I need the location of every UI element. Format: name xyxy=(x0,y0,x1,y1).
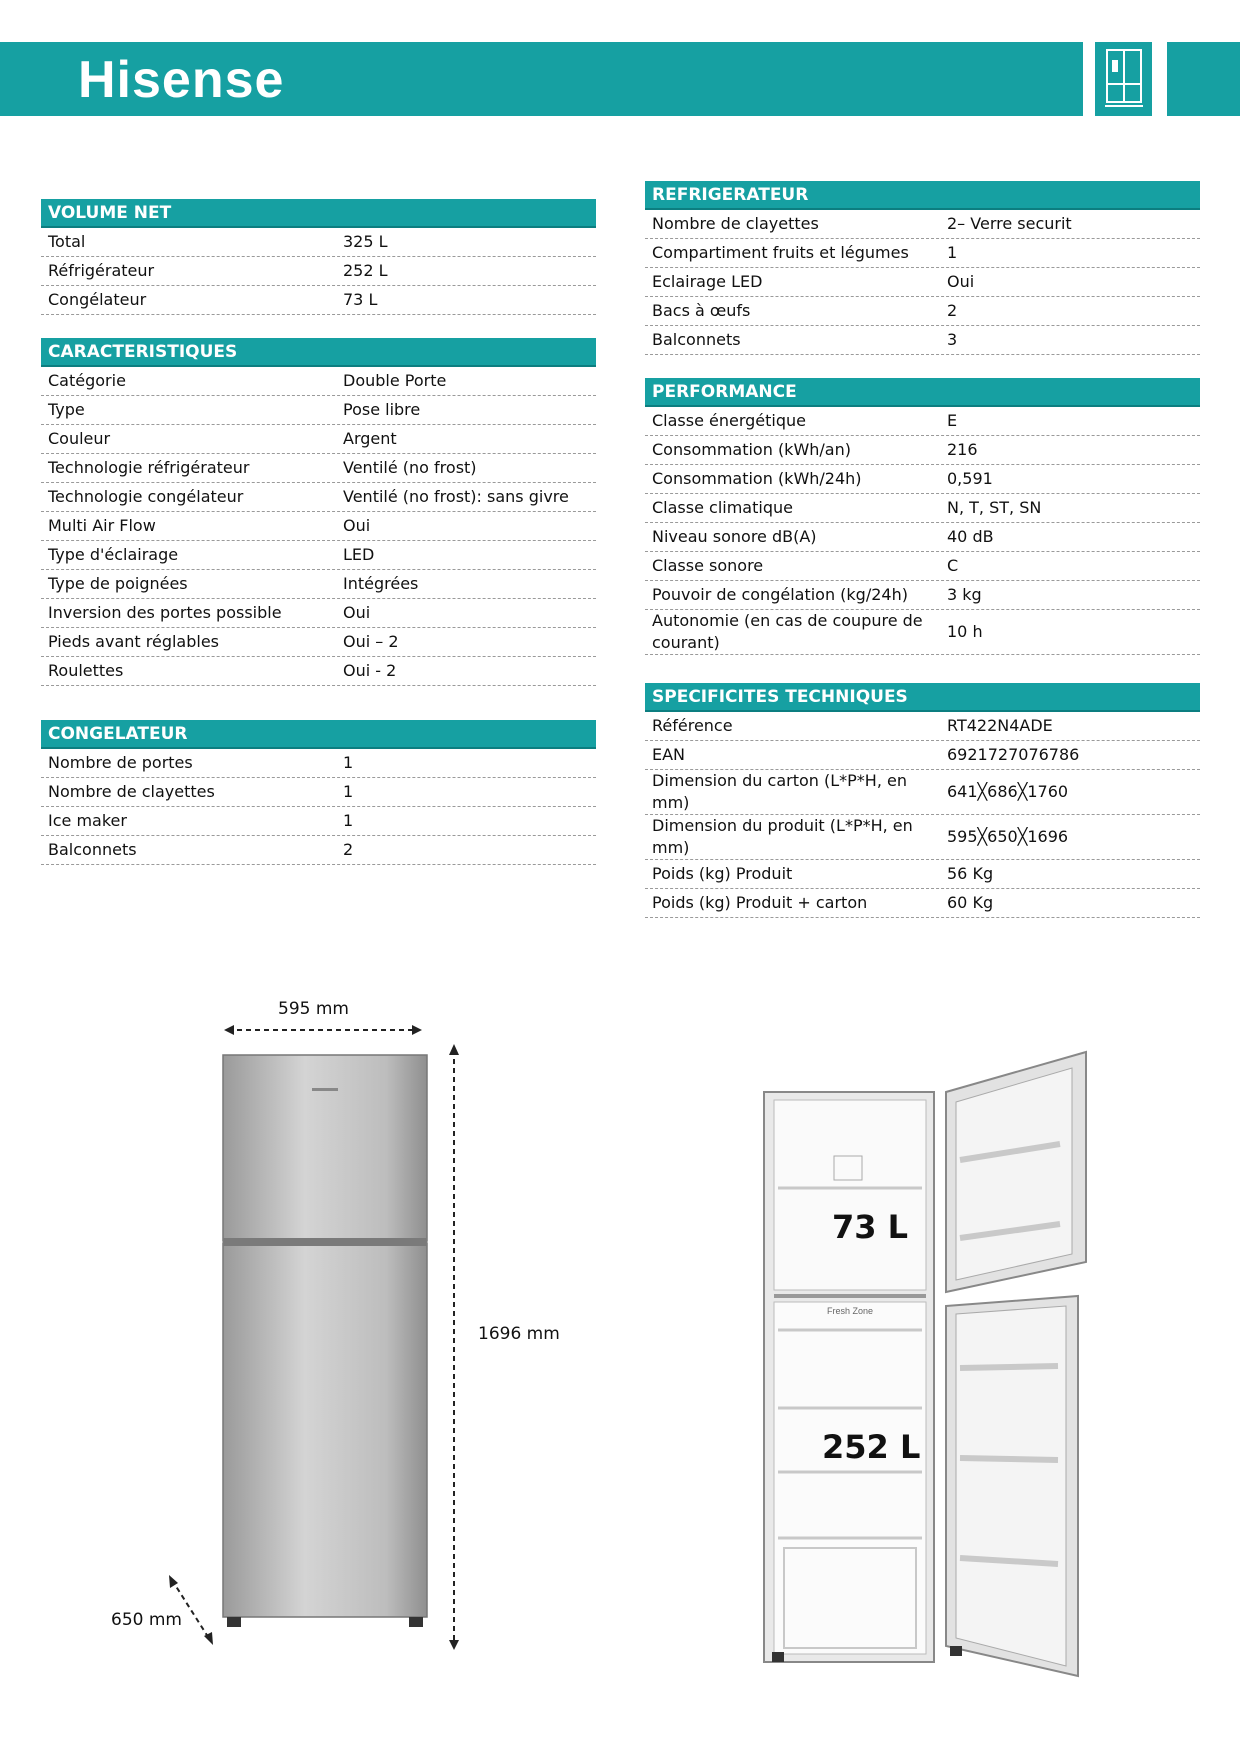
spec-value: Argent xyxy=(343,429,397,448)
spec-key: Nombre de clayettes xyxy=(48,782,215,801)
spec-key: Poids (kg) Produit + carton xyxy=(652,893,868,912)
section-refrigerateur xyxy=(645,181,1200,355)
spec-row xyxy=(645,581,1200,610)
header-tile xyxy=(1167,42,1240,116)
section-volume-net xyxy=(41,199,596,315)
spec-row xyxy=(41,286,596,315)
spec-key: Congélateur xyxy=(48,290,147,309)
spec-row xyxy=(645,210,1200,239)
spec-value: 252 L xyxy=(343,261,388,280)
spec-value: 0,591 xyxy=(947,469,993,488)
spec-value: 10 h xyxy=(947,622,983,641)
spec-value: 325 L xyxy=(343,232,388,251)
spec-row xyxy=(645,552,1200,581)
spec-key: Nombre de clayettes xyxy=(652,214,819,233)
spec-value: 60 Kg xyxy=(947,893,994,912)
spec-row xyxy=(41,257,596,286)
spec-key: Roulettes xyxy=(48,661,124,680)
spec-value: Oui – 2 xyxy=(343,632,399,651)
spec-value: 56 Kg xyxy=(947,864,994,883)
spec-key: Inversion des portes possible xyxy=(48,603,282,622)
spec-key: Technologie réfrigérateur xyxy=(48,458,250,477)
spec-value: 595╳650╳1696 xyxy=(947,827,1069,846)
spec-key: Pieds avant réglables xyxy=(48,632,219,651)
spec-value: 2 xyxy=(343,840,354,859)
spec-row xyxy=(41,599,596,628)
height-label: 1696 mm xyxy=(478,1324,560,1344)
spec-key: Type de poignées xyxy=(48,574,188,593)
spec-value: 1 xyxy=(947,243,958,262)
fridge-icon-tile xyxy=(1095,42,1152,116)
spec-value: 3 xyxy=(947,330,958,349)
spec-row xyxy=(645,494,1200,523)
spec-key: Multi Air Flow xyxy=(48,516,156,535)
spec-row xyxy=(41,836,596,865)
fridge-icon xyxy=(1095,42,1152,116)
spec-value: 6921727076786 xyxy=(947,745,1080,764)
spec-row xyxy=(41,228,596,257)
spec-key: Niveau sonore dB(A) xyxy=(652,527,817,546)
brand-logo: Hisense xyxy=(78,51,285,109)
spec-row xyxy=(645,407,1200,436)
section-title: PERFORMANCE xyxy=(645,378,1200,407)
spec-key: EAN xyxy=(652,745,686,764)
spec-row xyxy=(645,712,1200,741)
spec-row xyxy=(41,367,596,396)
spec-key: Compartiment fruits et légumes xyxy=(652,243,909,262)
spec-key: Dimension du carton (L*P*H, en mm) xyxy=(652,771,907,812)
spec-row xyxy=(645,610,1200,655)
spec-row xyxy=(645,523,1200,552)
spec-value: 3 kg xyxy=(947,585,982,604)
spec-key: Total xyxy=(48,232,86,251)
spec-key: Nombre de portes xyxy=(48,753,193,772)
spec-row xyxy=(41,512,596,541)
spec-value: 1 xyxy=(343,753,354,772)
spec-row xyxy=(645,889,1200,918)
spec-row xyxy=(41,425,596,454)
spec-value: 216 xyxy=(947,440,978,459)
spec-row xyxy=(41,657,596,686)
spec-row xyxy=(41,778,596,807)
spec-key: Classe énergétique xyxy=(652,411,807,430)
width-label: 595 mm xyxy=(278,999,349,1019)
spec-value: 40 dB xyxy=(947,527,994,546)
spec-key: Balconnets xyxy=(48,840,137,859)
spec-key: Ice maker xyxy=(48,811,127,830)
spec-row xyxy=(645,465,1200,494)
spec-value: C xyxy=(947,556,959,575)
spec-key: Dimension du produit (L*P*H, en mm) xyxy=(652,816,913,857)
spec-row xyxy=(645,815,1200,860)
spec-key: Bacs à œufs xyxy=(652,301,751,320)
spec-value: Double Porte xyxy=(343,371,447,390)
spec-key: Type d'éclairage xyxy=(48,545,179,564)
section-congelateur xyxy=(41,720,596,865)
spec-value: Pose libre xyxy=(343,400,421,419)
spec-value: Oui xyxy=(343,516,371,535)
section-specificites xyxy=(645,683,1200,918)
spec-row xyxy=(645,268,1200,297)
spec-value: E xyxy=(947,411,958,430)
section-title: REFRIGERATEUR xyxy=(645,181,1200,210)
spec-value: Oui xyxy=(343,603,371,622)
section-performance xyxy=(645,378,1200,655)
spec-row xyxy=(645,239,1200,268)
spec-key: Couleur xyxy=(48,429,111,448)
spec-key: Consommation (kWh/24h) xyxy=(652,469,862,488)
spec-row xyxy=(41,628,596,657)
spec-row xyxy=(645,326,1200,355)
spec-key: Catégorie xyxy=(48,371,126,390)
spec-row xyxy=(645,436,1200,465)
spec-row xyxy=(645,741,1200,770)
spec-value: 2– Verre securit xyxy=(947,214,1072,233)
spec-value: 2 xyxy=(947,301,958,320)
spec-value: 641╳686╳1760 xyxy=(947,782,1069,801)
spec-key: Réfrigérateur xyxy=(48,261,155,280)
freezer-volume-label: 73 L xyxy=(832,1208,909,1246)
spec-row xyxy=(645,770,1200,815)
spec-value: Oui - 2 xyxy=(343,661,397,680)
spec-row xyxy=(41,749,596,778)
spec-key: Balconnets xyxy=(652,330,741,349)
spec-key: Consommation (kWh/an) xyxy=(652,440,851,459)
spec-value: 1 xyxy=(343,811,354,830)
spec-row xyxy=(41,541,596,570)
spec-key: Pouvoir de congélation (kg/24h) xyxy=(652,585,908,604)
spec-key: Technologie congélateur xyxy=(48,487,244,506)
spec-key: Eclairage LED xyxy=(652,272,763,291)
depth-label: 650 mm xyxy=(111,1610,182,1630)
spec-key: Autonomie (en cas de coupure de courant) xyxy=(652,611,923,652)
fresh-zone-label: Fresh Zone xyxy=(826,1306,874,1316)
section-title: CONGELATEUR xyxy=(41,720,596,749)
spec-value: LED xyxy=(343,545,375,564)
spec-row xyxy=(645,860,1200,889)
spec-value: Oui xyxy=(947,272,975,291)
fridge-volume-label: 252 L xyxy=(822,1428,921,1466)
spec-value: 73 L xyxy=(343,290,378,309)
spec-value: Ventilé (no frost) xyxy=(343,458,477,477)
spec-value: Ventilé (no frost): sans givre xyxy=(343,487,569,506)
spec-row xyxy=(41,807,596,836)
spec-value: RT422N4ADE xyxy=(947,716,1053,735)
spec-key: Référence xyxy=(652,716,733,735)
spec-key: Type xyxy=(48,400,85,419)
spec-key: Classe climatique xyxy=(652,498,793,517)
spec-row xyxy=(41,483,596,512)
fridge-open-illustration xyxy=(760,1040,1100,1680)
section-title: VOLUME NET xyxy=(41,199,596,228)
spec-value: 1 xyxy=(343,782,354,801)
spec-row xyxy=(41,570,596,599)
spec-row xyxy=(645,297,1200,326)
spec-value: N, T, ST, SN xyxy=(947,498,1042,517)
spec-row xyxy=(41,454,596,483)
section-title: SPECIFICITES TECHNIQUES xyxy=(645,683,1200,712)
spec-value: Intégrées xyxy=(343,574,419,593)
spec-row xyxy=(41,396,596,425)
spec-key: Classe sonore xyxy=(652,556,764,575)
section-caracteristiques xyxy=(41,338,596,686)
section-title: CARACTERISTIQUES xyxy=(41,338,596,367)
spec-key: Poids (kg) Produit xyxy=(652,864,793,883)
